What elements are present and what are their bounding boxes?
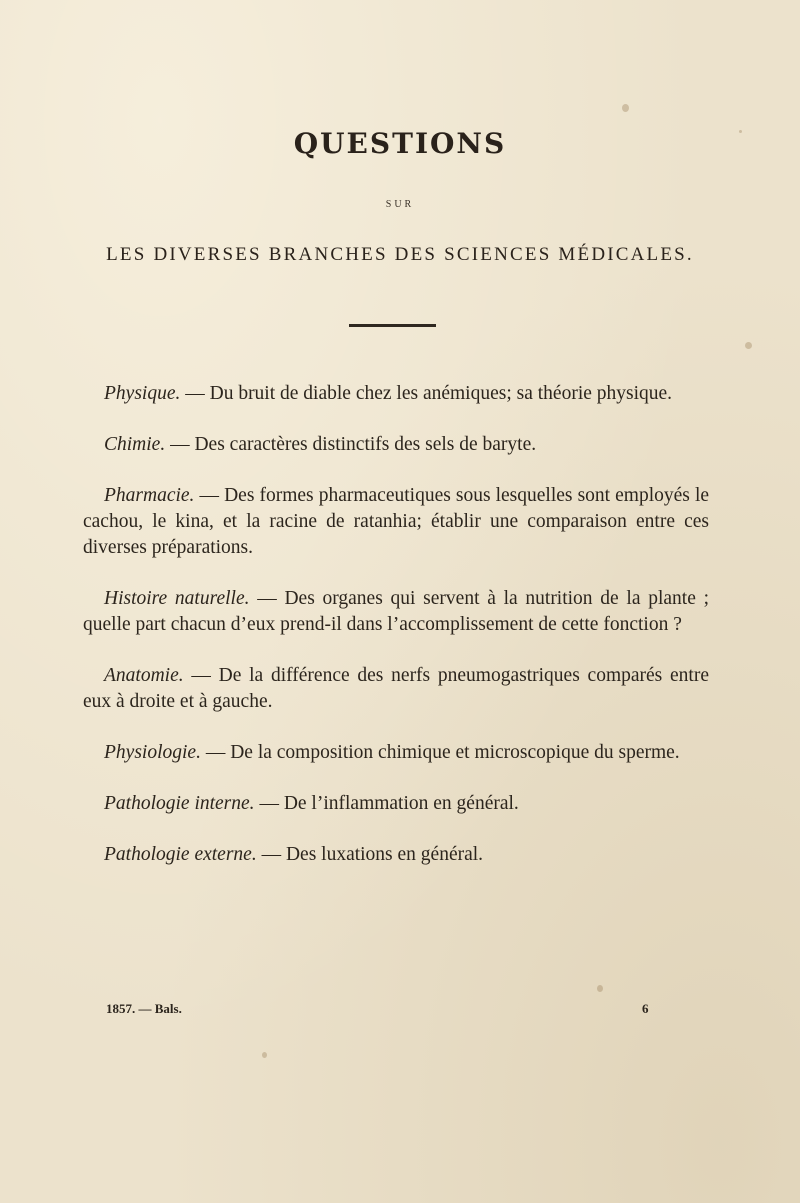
question-subject: Pathologie interne. — [104, 793, 255, 814]
question-text: De l’inflammation en général. — [283, 793, 519, 814]
paper-speck — [745, 342, 752, 349]
question-item — [83, 740, 709, 766]
question-text: De la composition chimique et microscopique du sperme. — [230, 742, 680, 763]
question-subject: Chimie. — [104, 434, 166, 455]
title-rule — [349, 324, 436, 327]
question-separator: — — [257, 588, 277, 609]
question-separator: — — [205, 742, 226, 763]
footer-signature: 1857. — Bals. — [106, 1001, 182, 1016]
question-text: Des organes qui servent à la nutrition de la plante ; quelle part chacun d’eux prend-il dans l’accomplissement de cette fonction ? — [83, 588, 710, 635]
question-item — [83, 842, 709, 868]
page-title: QUESTIONS — [293, 127, 507, 160]
paper-speck — [597, 985, 603, 992]
question-separator: — — [261, 844, 282, 865]
page-number: 6 — [642, 1001, 649, 1016]
question-separator: — — [191, 665, 211, 686]
question-subject: Histoire naturelle. — [104, 588, 250, 609]
question-text: Des formes pharmaceutiques sous lesquelles sont employés le cachou, le kina, et la racine de ratanhia; établir une comparaison entre ces diverses préparations. — [83, 485, 710, 558]
question-separator: — — [259, 793, 279, 814]
question-text: De la différence des nerfs pneumogastriques comparés entre eux à droite et à gauche. — [83, 665, 710, 712]
question-separator: — — [170, 434, 190, 455]
question-subject: Pharmacie. — [104, 485, 195, 506]
paper-speck — [622, 104, 629, 112]
question-subject: Physique. — [104, 383, 181, 404]
question-subject: Anatomie. — [104, 665, 184, 686]
paper-speck — [262, 1052, 267, 1058]
questions-list — [83, 381, 709, 893]
title-connector: SUR — [385, 199, 415, 210]
question-item — [83, 586, 709, 638]
question-subject: Pathologie externe. — [104, 844, 257, 865]
question-item — [83, 791, 709, 817]
page-subtitle: LES DIVERSES BRANCHES DES SCIENCES MÉDICALES. — [106, 244, 694, 265]
question-separator: — — [185, 383, 205, 404]
question-item — [83, 432, 709, 458]
question-separator: — — [199, 485, 220, 506]
question-text: Du bruit de diable chez les anémiques; sa théorie physique. — [209, 383, 673, 404]
question-subject: Physiologie. — [104, 742, 201, 763]
question-item — [83, 663, 709, 715]
question-text: Des caractères distinctifs des sels de baryte. — [194, 434, 537, 455]
question-text: Des luxations en général. — [285, 844, 484, 865]
question-item — [83, 381, 709, 407]
question-item — [83, 483, 709, 561]
